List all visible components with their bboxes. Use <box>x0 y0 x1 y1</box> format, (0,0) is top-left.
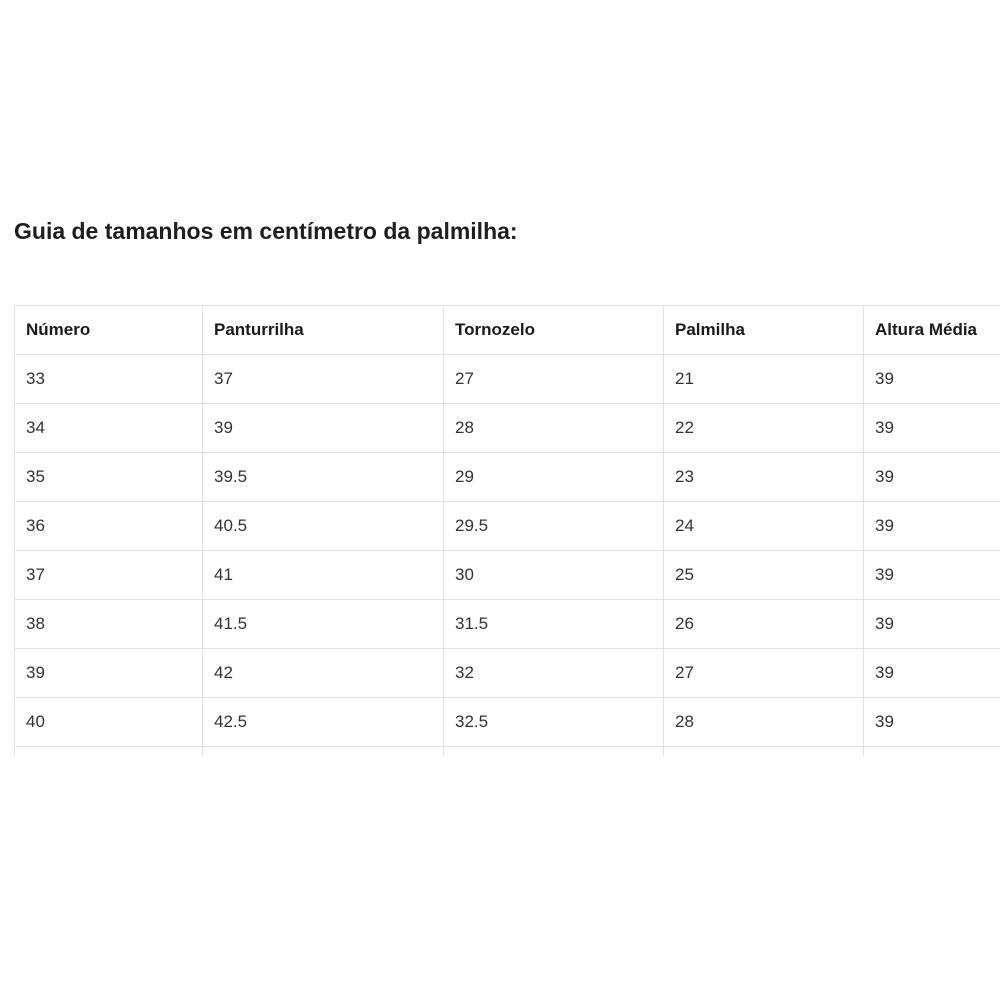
table-cell: 39 <box>864 502 1000 551</box>
table-row <box>15 404 1000 453</box>
table-cell: 40.5 <box>203 502 444 551</box>
table-cell: 42.5 <box>203 698 444 747</box>
table-cell: 42 <box>203 649 444 698</box>
table-cell: 30 <box>444 551 664 600</box>
table-cell: 27 <box>664 649 864 698</box>
table-row <box>15 502 1000 551</box>
table-cell: 31.5 <box>444 600 664 649</box>
table-cell: 28 <box>444 404 664 453</box>
column-header-numero: Número <box>15 306 203 355</box>
table-cell: 39 <box>864 551 1000 600</box>
table-cell: 27 <box>444 355 664 404</box>
table-cell: 39 <box>15 649 203 698</box>
column-header-panturrilha: Panturrilha <box>203 306 444 355</box>
page-title: Guia de tamanhos em centímetro da palmilha: <box>14 218 518 244</box>
table-cell: 39.5 <box>203 453 444 502</box>
table-cell: 40 <box>15 698 203 747</box>
table-cell: 41.5 <box>203 600 444 649</box>
table-row <box>15 600 1000 649</box>
table-cell: 36 <box>15 502 203 551</box>
table-cell: 25 <box>664 551 864 600</box>
table-cell: 22 <box>664 404 864 453</box>
table-cell: 39 <box>864 404 1000 453</box>
table-row <box>15 355 1000 404</box>
size-table-container <box>14 305 1000 756</box>
table-cell: 29.5 <box>444 502 664 551</box>
table-header-row <box>15 306 1000 355</box>
table-cell: 38 <box>15 600 203 649</box>
table-cell: 29 <box>444 453 664 502</box>
table-cell: 24 <box>664 502 864 551</box>
table-cell: 32 <box>444 649 664 698</box>
table-cell <box>864 747 1000 757</box>
table-row <box>15 649 1000 698</box>
table-cell: 39 <box>864 649 1000 698</box>
table-cell: 32.5 <box>444 698 664 747</box>
table-cell: 34 <box>15 404 203 453</box>
table-cell: 28 <box>664 698 864 747</box>
table-row <box>15 551 1000 600</box>
table-cell: 39 <box>864 355 1000 404</box>
table-cell: 35 <box>15 453 203 502</box>
table-row <box>15 698 1000 747</box>
table-row <box>15 453 1000 502</box>
table-cell <box>203 747 444 757</box>
table-cell <box>444 747 664 757</box>
column-header-altura-media: Altura Média <box>864 306 1000 355</box>
table-cell <box>15 747 203 757</box>
table-cell: 39 <box>864 600 1000 649</box>
table-cell <box>664 747 864 757</box>
table-cell: 21 <box>664 355 864 404</box>
table-row <box>15 747 1000 757</box>
table-cell: 23 <box>664 453 864 502</box>
table-cell: 33 <box>15 355 203 404</box>
size-table <box>14 305 1000 756</box>
table-cell: 41 <box>203 551 444 600</box>
table-cell: 39 <box>203 404 444 453</box>
table-cell: 26 <box>664 600 864 649</box>
table-cell: 39 <box>864 453 1000 502</box>
column-header-palmilha: Palmilha <box>664 306 864 355</box>
column-header-tornozelo: Tornozelo <box>444 306 664 355</box>
table-cell: 39 <box>864 698 1000 747</box>
table-cell: 37 <box>15 551 203 600</box>
table-cell: 37 <box>203 355 444 404</box>
